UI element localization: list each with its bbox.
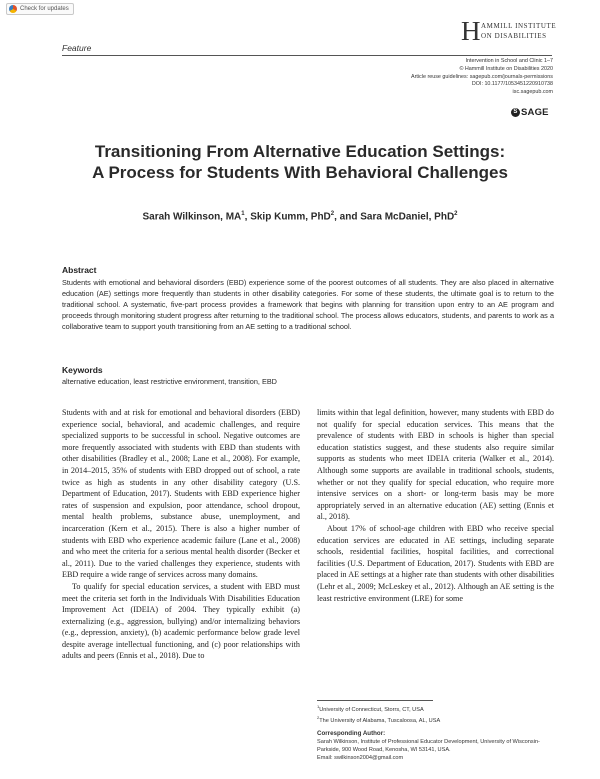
body-paragraph: To qualify for special education services, a student with EBD must meet the criteria set forth in the Individuals With Disabilities Education Improvement Act (IDEIA) of 2004. They typically exhibit (a) externalizing (e.g., aggression, bullying) and/or internalizing behaviors (e.g., depression, anxiety), (b) academic performance below grade level despite average intellectual functioning, and (c) poor relationships with adults and peers (Ennis et al., 2018). Due to bbox=[62, 581, 300, 661]
body-column-left bbox=[62, 407, 300, 662]
title-line-1: Transitioning From Alternative Education Settings: bbox=[94, 142, 506, 161]
sage-mark-icon: S bbox=[511, 108, 520, 117]
footnote-divider bbox=[317, 700, 433, 701]
author-affil-sup: 2 bbox=[454, 211, 458, 217]
body-paragraph: About 17% of school-age children with EBD who receive special education services are educated in AE settings, including separate schools, residential facilities, hospital facilities, and correctional facilities (U.S. Department of Education, 2017). Students with EBD are placed in AE settings at a higher rate than students with other disabilities (Lehr et al., 2009; McLeskey et al., 2012). Although an AE setting is the least restrictive environment (LRE) for some bbox=[317, 523, 554, 603]
body-column-right bbox=[317, 407, 554, 604]
body-paragraph: limits within that legal definition, however, many students with EBD do not qualify for special education services. This means that the prevalence of students with EBD in schools is higher than special education statistics suggest, and these students also require similar supports as students who meet IDEIA criteria (Walker et al., 2014). Although some supports are available in traditional schools, students, whether or not they qualify for special education, who require more intensive services on a short- or long-term basis may be more appropriately served in an alternative education (AE) setting (Ennis et al., 2018). bbox=[317, 408, 554, 522]
affiliations bbox=[317, 703, 554, 725]
keywords-heading: Keywords bbox=[62, 365, 103, 375]
meta-doi[interactable]: DOI: 10.1177/1053451220910738 bbox=[471, 81, 553, 88]
keywords-text: alternative education, least restrictive environment, transition, EBD bbox=[62, 377, 277, 386]
corresponding-author bbox=[317, 730, 554, 762]
publisher-logo bbox=[511, 107, 549, 118]
author-name: Sara McDaniel, PhD bbox=[360, 211, 455, 223]
journal-logo bbox=[461, 16, 593, 46]
affiliation-item bbox=[317, 714, 554, 725]
abstract-heading: Abstract bbox=[62, 265, 97, 275]
affiliation-text: The University of Alabama, Tuscaloosa, AL, USA bbox=[319, 717, 441, 724]
corresponding-email[interactable]: Email: swilkinson2004@gmail.com bbox=[317, 755, 404, 761]
affiliation-text: University of Connecticut, Storrs, CT, USA bbox=[319, 706, 424, 713]
journal-logo-letter: H bbox=[461, 16, 481, 46]
check-for-updates-badge[interactable] bbox=[6, 3, 74, 15]
author-affil-sup: 2 bbox=[330, 211, 335, 217]
abstract-text: Students with emotional and behavioral disorders (EBD) experience some of the poorest outcomes of all students. They are also placed in alternative education (AE) settings more frequently than students in other disability categories. For some of these students, the ultimate goal is to return to the traditional school. A systematic, five-part process provides a framework that begins with planning for transition upon entry to an AE program and proceeds through monitoring student progress after returning to the traditional school. The process allows educators, students, and parents to work as a collaborative team to support youth transitioning from an AE setting to a traditional school. bbox=[62, 278, 554, 331]
affiliation-sup: 2 bbox=[317, 714, 320, 720]
corresponding-address: Sarah Wilkinson, Institute of Professional Educator Development, University of Wisconsin-Parkside, 900 Wood Road, Kenosha, WI 53141, USA. bbox=[317, 739, 540, 753]
author-sep: , bbox=[244, 211, 251, 223]
meta-copyright: © Hammill Institute on Disabilities 2020 bbox=[459, 65, 553, 72]
author-name: Skip Kumm, PhD bbox=[250, 211, 331, 223]
title-line-2: A Process for Students With Behavioral Challenges bbox=[92, 163, 508, 182]
meta-site[interactable]: isc.sagepub.com bbox=[512, 89, 553, 96]
affiliation-item bbox=[317, 703, 554, 714]
article-metadata bbox=[411, 58, 553, 97]
author-affil-sup: 1 bbox=[241, 211, 245, 217]
affiliation-sup: 1 bbox=[317, 704, 320, 709]
journal-logo-line2: ON DISABILITIES bbox=[481, 32, 547, 40]
body-paragraph: Students with and at risk for emotional and behavioral disorders (EBD) experience social, behavioral, and academic challenges, and require specialized supports to be successful in school. Negative outcomes are more frequently associated with students with EBD than students with other disabilities (Bradley et al., 2008; Lane et al., 2008). For example, in 2014–2015, 35% of students with EBD dropped out of school, a rate twice as high as students in any other disability category (U.S. Department of Education, 2017). Students with EBD experience higher rates of suspension and expulsion, poor attendance, school dropout, mental health problems, substance abuse, unemployment, and incarceration (Kern et al., 2015). There is also a higher number of students with EBD who experience academic failure (Lane et al., 2008) and who meet the criteria for a serious mental health disorder (Becker et al., 2011). Due to the varied challenges they experience, students with EBD require a wide range of services across many domains. bbox=[62, 408, 300, 580]
article-title bbox=[40, 141, 560, 183]
meta-reuse[interactable]: Article reuse guidelines: sagepub.com/journals-permissions bbox=[410, 73, 553, 80]
article-type-label: Feature bbox=[62, 43, 92, 53]
publisher-name: SAGE bbox=[521, 107, 549, 118]
author-name: Sarah Wilkinson, MA bbox=[142, 211, 242, 223]
meta-journal: Intervention in School and Clinic 1–7 bbox=[465, 58, 553, 64]
check-for-updates-label: Check for updates bbox=[20, 6, 69, 12]
author-list bbox=[40, 211, 560, 222]
journal-logo-line1: AMMILL INSTITUTE bbox=[481, 22, 557, 30]
crossmark-icon bbox=[9, 5, 17, 13]
corresponding-heading: Corresponding Author: bbox=[317, 730, 386, 737]
header-divider bbox=[62, 55, 552, 56]
author-sep: , and bbox=[334, 211, 361, 223]
